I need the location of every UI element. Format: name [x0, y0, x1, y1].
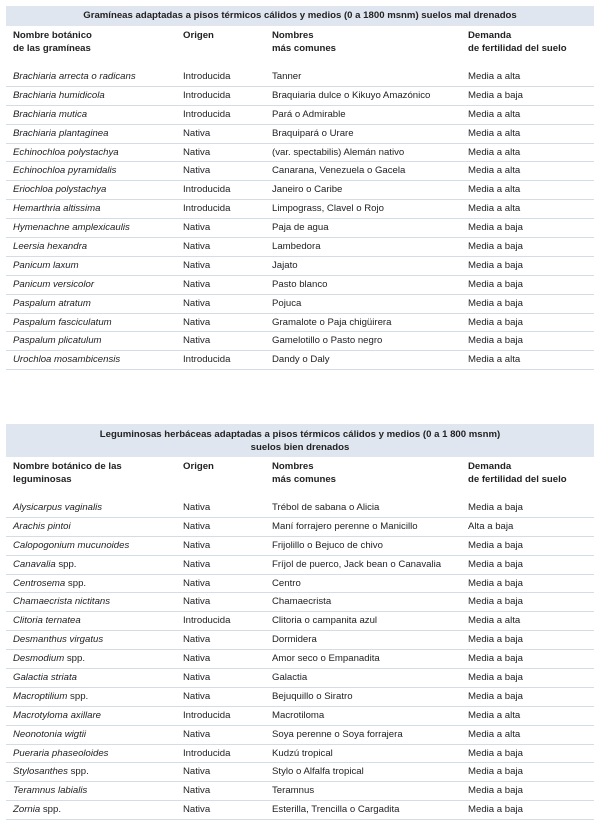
botanical-name-cell — [6, 763, 183, 781]
origin-cell: Nativa — [183, 278, 211, 290]
origin-cell: Introducida — [183, 203, 231, 215]
common-names-cell: Gamelotillo o Pasto negro — [272, 335, 383, 347]
fertility-demand-cell: Media a baja — [468, 297, 523, 309]
botanical-name-cell — [6, 726, 183, 744]
header-fertility-demand: Demanda de fertilidad del suelo — [468, 30, 567, 54]
botanical-name-suffix: spp. — [67, 766, 89, 778]
origin-cell: Nativa — [183, 766, 211, 778]
table-row — [6, 499, 594, 518]
common-names-cell: Canarana, Venezuela o Gacela — [272, 165, 406, 177]
origin-cell: Nativa — [183, 672, 211, 684]
common-names-cell: Amor seco o Empanadita — [272, 653, 380, 665]
origin-cell: Nativa — [183, 804, 211, 816]
table-row — [6, 144, 594, 163]
botanical-name: Paspalum atratum — [13, 297, 91, 309]
botanical-name: Eriochloa polystachya — [13, 184, 107, 196]
table-row — [6, 68, 594, 87]
botanical-name-cell — [6, 181, 183, 199]
origin-cell: Introducida — [183, 108, 231, 120]
botanical-name-cell — [6, 144, 183, 162]
table-row — [6, 200, 594, 219]
botanical-name: Paspalum fasciculatum — [13, 316, 112, 328]
table-row — [6, 612, 594, 631]
fertility-demand-cell: Media a baja — [468, 653, 523, 665]
origin-cell: Nativa — [183, 577, 211, 589]
common-names-cell: Galactia — [272, 672, 308, 684]
botanical-name: Teramnus labialis — [13, 785, 88, 797]
common-names-cell: Clitoria o campanita azul — [272, 615, 378, 627]
grasses-table-title: Gramíneas adaptadas a pisos térmicos cálidos y medios (0 a 1800 msnm) suelos mal drenados — [6, 6, 594, 26]
table-row — [6, 351, 594, 370]
fertility-demand-cell: Media a baja — [468, 785, 523, 797]
origin-cell: Nativa — [183, 241, 211, 253]
botanical-name-cell — [6, 575, 183, 593]
common-names-cell: Braquipará o Urare — [272, 127, 354, 139]
table-row — [6, 575, 594, 594]
legumes-title-line2: suelos bien drenados — [250, 442, 350, 453]
botanical-name: Calopogonium mucunoides — [13, 539, 130, 551]
botanical-name: Clitoria ternatea — [13, 615, 81, 627]
table-row — [6, 106, 594, 125]
botanical-name-cell — [6, 518, 183, 536]
grasses-table — [6, 6, 594, 370]
table-row — [6, 763, 594, 782]
botanical-name-cell — [6, 276, 183, 294]
botanical-name-suffix: spp. — [40, 804, 62, 816]
origin-cell: Nativa — [183, 146, 211, 158]
fertility-demand-cell: Media a baja — [468, 634, 523, 646]
common-names-cell: Bejuquillo o Siratro — [272, 690, 353, 702]
botanical-name: Pueraria phaseoloides — [13, 747, 109, 759]
botanical-name: Leersia hexandra — [13, 241, 88, 253]
fertility-demand-cell: Media a baja — [468, 672, 523, 684]
fertility-demand-cell: Alta a baja — [468, 520, 514, 532]
table-row — [6, 276, 594, 295]
botanical-name-cell — [6, 707, 183, 725]
fertility-demand-cell: Media a baja — [468, 89, 523, 101]
fertility-demand-cell: Media a baja — [468, 278, 523, 290]
common-names-cell: Macrotiloma — [272, 709, 325, 721]
botanical-name: Hemarthria altissima — [13, 203, 101, 215]
common-names-cell: Lambedora — [272, 241, 321, 253]
botanical-name-cell — [6, 314, 183, 332]
table-row — [6, 650, 594, 669]
table-row — [6, 688, 594, 707]
common-names-cell: Kudzú tropical — [272, 747, 333, 759]
botanical-name: Neonotonia wigtii — [13, 728, 87, 740]
common-names-cell: Maní forrajero perenne o Manicillo — [272, 520, 418, 532]
common-names-cell: Centro — [272, 577, 301, 589]
fertility-demand-cell: Media a alta — [468, 127, 521, 139]
common-names-cell: (var. spectabilis) Alemán nativo — [272, 146, 405, 158]
common-names-cell: Limpograss, Clavel o Rojo — [272, 203, 384, 215]
fertility-demand-cell: Media a baja — [468, 335, 523, 347]
fertility-demand-cell: Media a baja — [468, 690, 523, 702]
botanical-name-cell — [6, 688, 183, 706]
table-row — [6, 593, 594, 612]
legumes-table-body — [6, 499, 594, 820]
fertility-demand-cell: Media a baja — [468, 747, 523, 759]
botanical-name-suffix: spp. — [55, 558, 77, 570]
fertility-demand-cell: Media a alta — [468, 615, 521, 627]
botanical-name-cell — [6, 556, 183, 574]
botanical-name: Macrotyloma axillare — [13, 709, 101, 721]
fertility-demand-cell: Media a baja — [468, 804, 523, 816]
common-names-cell: Dandy o Daly — [272, 354, 330, 366]
table-row — [6, 87, 594, 106]
botanical-name: Echinochloa polystachya — [13, 146, 119, 158]
header-botanical-name: Nombre botánico de las gramíneas — [13, 30, 92, 54]
botanical-name: Brachiaria mutica — [13, 108, 88, 120]
table-row — [6, 332, 594, 351]
botanical-name: Brachiaria plantaginea — [13, 127, 109, 139]
fertility-demand-cell: Media a baja — [468, 558, 523, 570]
botanical-name: Macroptilium — [13, 690, 68, 702]
common-names-cell: Esterilla, Trencilla o Cargadita — [272, 804, 400, 816]
botanical-name-cell — [6, 499, 183, 517]
legumes-table-title — [6, 424, 594, 457]
botanical-name: Panicum versicolor — [13, 278, 95, 290]
fertility-demand-cell: Media a alta — [468, 108, 521, 120]
table-row — [6, 782, 594, 801]
botanical-name-cell — [6, 257, 183, 275]
table-row — [6, 518, 594, 537]
fertility-demand-cell: Media a alta — [468, 203, 521, 215]
common-names-cell: Teramnus — [272, 785, 315, 797]
botanical-name-cell — [6, 87, 183, 105]
common-names-cell: Stylo o Alfalfa tropical — [272, 766, 364, 778]
fertility-demand-cell: Media a baja — [468, 316, 523, 328]
origin-cell: Nativa — [183, 297, 211, 309]
table-row — [6, 219, 594, 238]
botanical-name-cell — [6, 238, 183, 256]
botanical-name-suffix: spp. — [64, 653, 85, 665]
fertility-demand-cell: Media a baja — [468, 577, 523, 589]
fertility-demand-cell: Media a alta — [468, 71, 521, 82]
fertility-demand-cell: Media a baja — [468, 766, 523, 778]
common-names-cell: Fríjol de puerco, Jack bean o Canavalia — [272, 558, 442, 570]
origin-cell: Nativa — [183, 785, 211, 797]
botanical-name-cell — [6, 782, 183, 800]
common-names-cell: Trébol de sabana o Alicia — [272, 502, 380, 513]
botanical-name-cell — [6, 162, 183, 180]
grasses-table-header — [6, 26, 594, 60]
table-row — [6, 238, 594, 257]
table-row — [6, 726, 594, 745]
botanical-name: Alysicarpus vaginalis — [13, 502, 103, 513]
botanical-name-cell — [6, 295, 183, 313]
table-row — [6, 537, 594, 556]
fertility-demand-cell: Media a baja — [468, 241, 523, 253]
table-row — [6, 801, 594, 820]
common-names-cell: Paja de agua — [272, 222, 329, 234]
origin-cell: Introducida — [183, 354, 231, 366]
common-names-cell: Pojuca — [272, 297, 302, 309]
origin-cell: Nativa — [183, 653, 211, 665]
common-names-cell: Pasto blanco — [272, 278, 328, 290]
botanical-name-cell — [6, 537, 183, 555]
legumes-title-line1: Leguminosas herbáceas adaptadas a pisos térmicos cálidos y medios (0 a 1 800 msnm) — [99, 429, 501, 440]
origin-cell: Introducida — [183, 89, 231, 101]
origin-cell: Nativa — [183, 165, 211, 177]
header-common-names: Nombres más comunes — [272, 30, 336, 54]
botanical-name-cell — [6, 745, 183, 763]
fertility-demand-cell: Media a alta — [468, 354, 521, 366]
origin-cell: Nativa — [183, 127, 211, 139]
table-row — [6, 125, 594, 144]
common-names-cell: Tanner — [272, 71, 302, 82]
fertility-demand-cell: Media a baja — [468, 222, 523, 234]
common-names-cell: Gramalote o Paja chigüirera — [272, 316, 392, 328]
botanical-name: Echinochloa pyramidalis — [13, 165, 117, 177]
fertility-demand-cell: Media a baja — [468, 259, 523, 271]
common-names-cell: Braquiaria dulce o Kikuyo Amazónico — [272, 89, 431, 101]
botanical-name-cell — [6, 631, 183, 649]
header-origin: Origen — [183, 461, 214, 472]
botanical-name: Desmodium — [13, 653, 65, 665]
common-names-cell: Pará o Admirable — [272, 108, 346, 120]
table-row — [6, 162, 594, 181]
botanical-name: Canavalia — [13, 558, 56, 570]
header-origin: Origen — [183, 30, 214, 41]
botanical-name-cell — [6, 612, 183, 630]
header-fertility-demand: Demanda de fertilidad del suelo — [468, 461, 567, 485]
botanical-name: Panicum laxum — [13, 259, 79, 271]
botanical-name-cell — [6, 650, 183, 668]
header-common-names: Nombres más comunes — [272, 461, 336, 485]
header-botanical-name: Nombre botánico de las leguminosas — [13, 461, 122, 485]
botanical-name: Hymenachne amplexicaulis — [13, 222, 130, 234]
botanical-name: Chamaecrista nictitans — [13, 596, 111, 608]
origin-cell: Nativa — [183, 316, 211, 328]
botanical-name-cell — [6, 219, 183, 237]
grasses-table-body — [6, 68, 594, 370]
botanical-name: Desmanthus virgatus — [13, 634, 104, 646]
table-row — [6, 295, 594, 314]
botanical-name-cell — [6, 106, 183, 124]
botanical-name: Brachiaria arrecta o radicans — [13, 71, 136, 82]
fertility-demand-cell: Media a alta — [468, 165, 521, 177]
fertility-demand-cell: Media a alta — [468, 728, 521, 740]
table-row — [6, 314, 594, 333]
botanical-name: Arachis pintoi — [13, 520, 71, 532]
botanical-name: Stylosanthes — [13, 766, 68, 778]
common-names-cell: Janeiro o Caribe — [272, 184, 343, 196]
origin-cell: Introducida — [183, 709, 231, 721]
origin-cell: Introducida — [183, 71, 231, 82]
fertility-demand-cell: Media a alta — [468, 146, 521, 158]
botanical-name-cell — [6, 801, 183, 819]
origin-cell: Nativa — [183, 596, 211, 608]
fertility-demand-cell: Media a alta — [468, 184, 521, 196]
botanical-name: Urochloa mosambicensis — [13, 354, 121, 366]
botanical-name: Zornia — [13, 804, 41, 816]
origin-cell: Introducida — [183, 615, 231, 627]
botanical-name: Brachiaria humidicola — [13, 89, 105, 101]
botanical-name-cell — [6, 200, 183, 218]
fertility-demand-cell: Media a baja — [468, 596, 523, 608]
common-names-cell: Dormidera — [272, 634, 317, 646]
botanical-name-suffix: spp. — [67, 690, 89, 702]
botanical-name: Centrosema — [13, 577, 66, 589]
common-names-cell: Chamaecrista — [272, 596, 332, 608]
origin-cell: Nativa — [183, 634, 211, 646]
table-row — [6, 745, 594, 764]
fertility-demand-cell: Media a alta — [468, 709, 521, 721]
botanical-name: Galactia striata — [13, 672, 77, 684]
botanical-name-cell — [6, 593, 183, 611]
origin-cell: Nativa — [183, 335, 211, 347]
origin-cell: Nativa — [183, 520, 211, 532]
common-names-cell: Frijolillo o Bejuco de chivo — [272, 539, 383, 551]
origin-cell: Nativa — [183, 728, 211, 740]
botanical-name: Paspalum plicatulum — [13, 335, 102, 347]
origin-cell: Introducida — [183, 184, 231, 196]
origin-cell: Nativa — [183, 259, 211, 271]
table-row — [6, 556, 594, 575]
legumes-table-header — [6, 457, 594, 491]
origin-cell: Nativa — [183, 558, 211, 570]
fertility-demand-cell: Media a baja — [468, 502, 523, 513]
legumes-table — [6, 424, 594, 820]
botanical-name-cell — [6, 669, 183, 687]
common-names-cell: Jajato — [272, 259, 298, 271]
origin-cell: Nativa — [183, 690, 211, 702]
botanical-name-suffix: spp. — [65, 577, 87, 589]
origin-cell: Nativa — [183, 502, 211, 513]
origin-cell: Nativa — [183, 539, 211, 551]
botanical-name-cell — [6, 332, 183, 350]
botanical-name-cell — [6, 68, 183, 86]
table-row — [6, 707, 594, 726]
botanical-name-cell — [6, 125, 183, 143]
table-row — [6, 181, 594, 200]
table-row — [6, 669, 594, 688]
botanical-name-cell — [6, 351, 183, 369]
fertility-demand-cell: Media a baja — [468, 539, 523, 551]
common-names-cell: Soya perenne o Soya forrajera — [272, 728, 403, 740]
origin-cell: Nativa — [183, 222, 211, 234]
origin-cell: Introducida — [183, 747, 231, 759]
table-row — [6, 631, 594, 650]
table-row — [6, 257, 594, 276]
